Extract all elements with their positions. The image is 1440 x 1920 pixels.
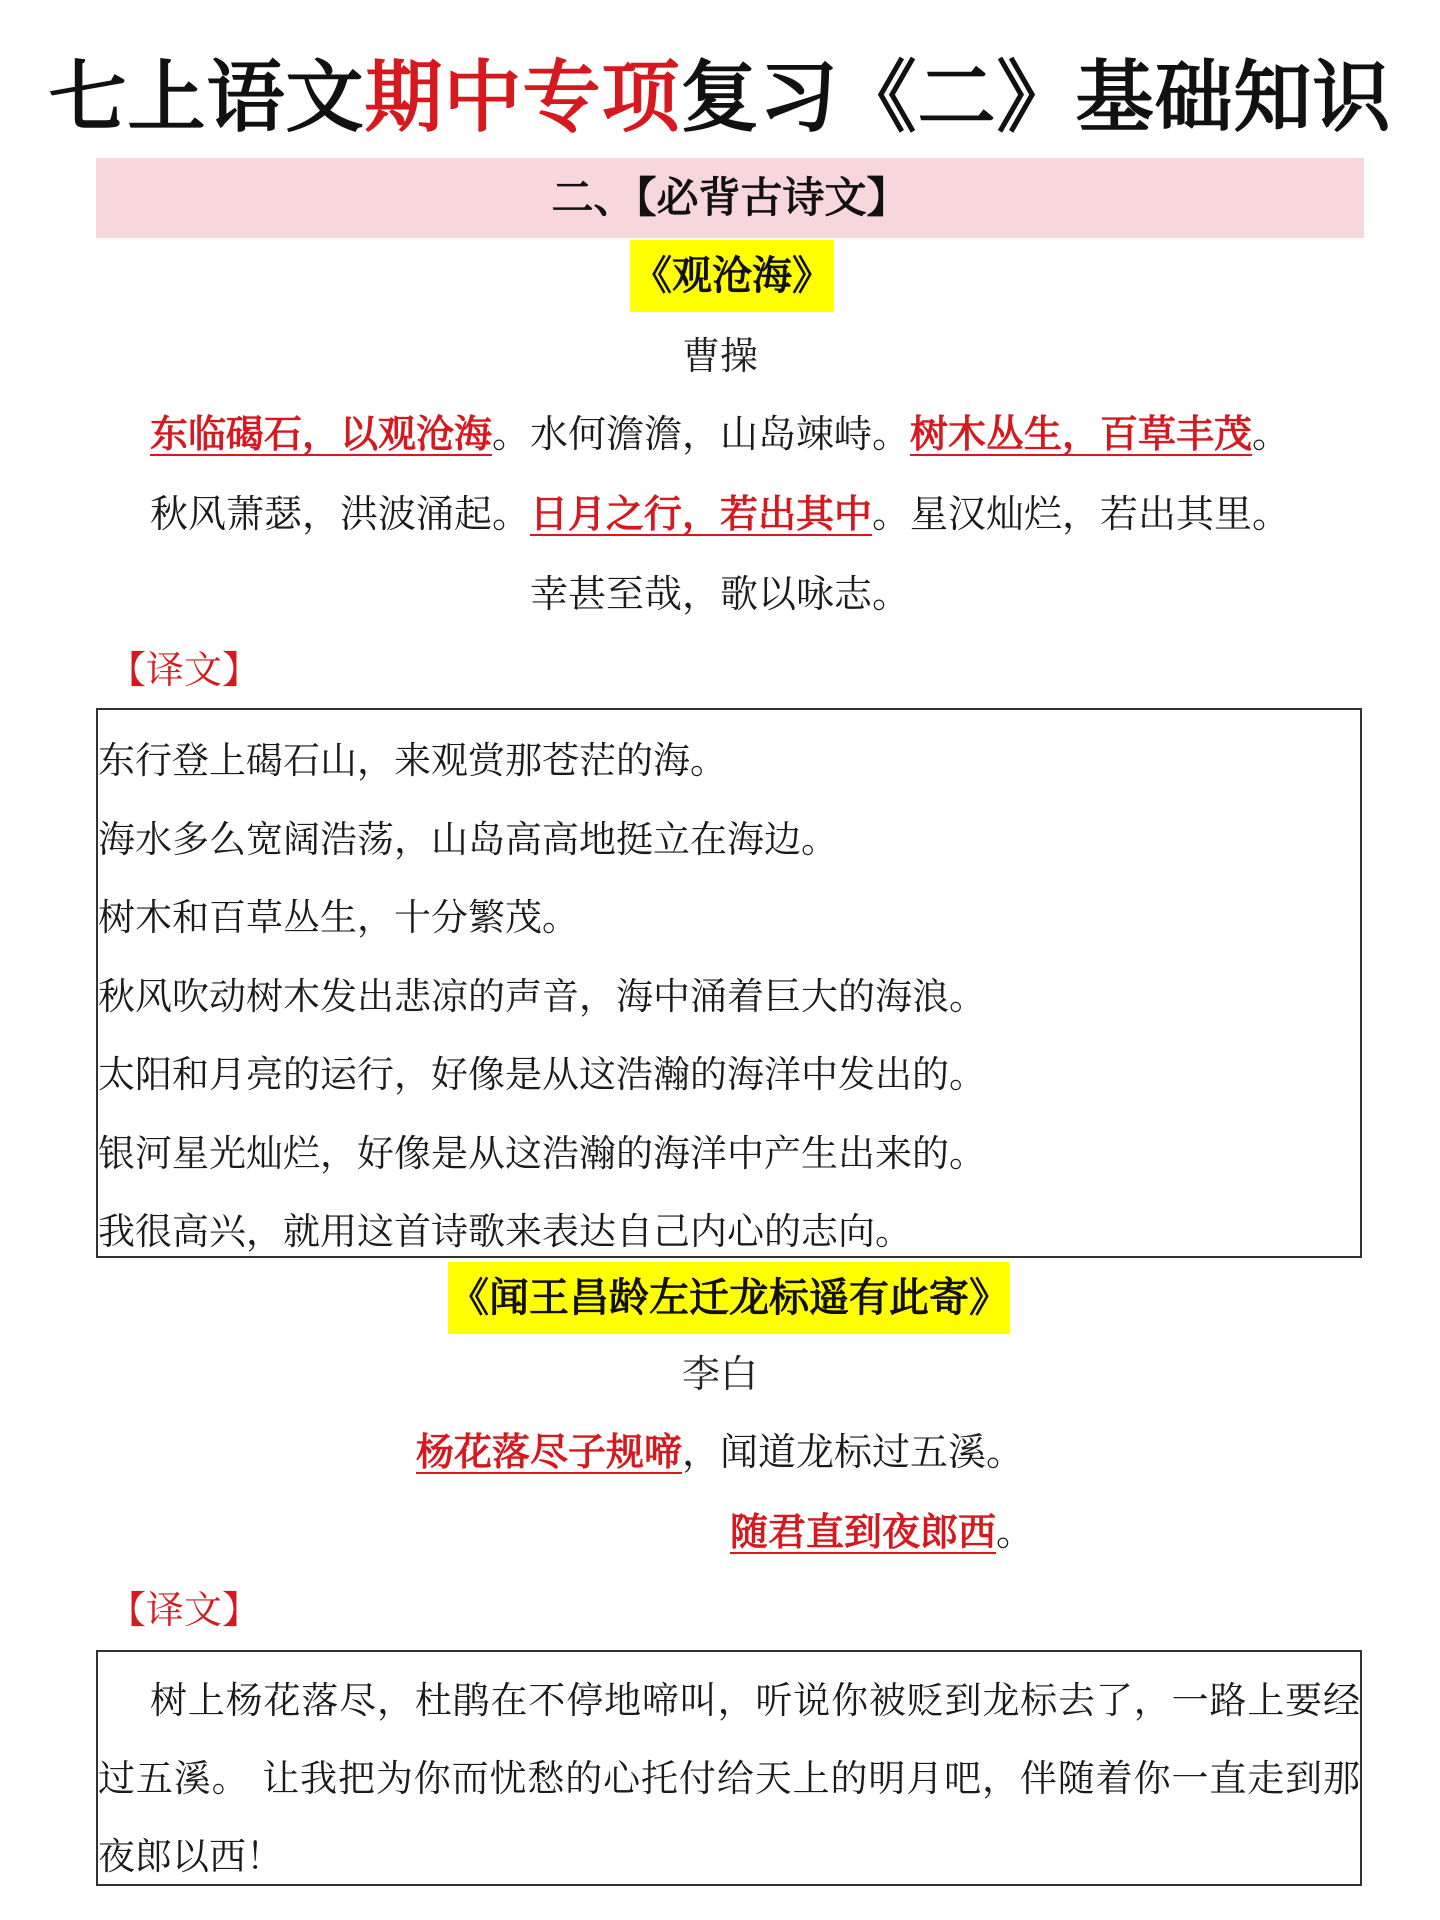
poem-author-caocao: 曹操 (681, 334, 758, 378)
page-title-part2: 期中专项 (364, 52, 681, 143)
verse-text: 。水何澹澹，山岛竦峙。 (491, 412, 910, 456)
verse-text: 秋风萧瑟，洪波涌起。 (149, 492, 530, 536)
highlight-verse: 日月之行，若出其中 (529, 492, 872, 536)
translation-line: 树木和百草丛生，十分繁茂。 (98, 896, 579, 939)
poem-author-libai: 李白 (681, 1352, 758, 1396)
verse-text: ，闻道龙标过五溪。 (682, 1430, 1025, 1474)
translation-paragraph: 树上杨花落尽，杜鹃在不停地啼叫，听说你被贬到龙标去了，一路上要经过五溪。 让我把为你而忧愁的心托付给天上的明月吧，伴随着你一直走到那夜郎以西！ (98, 1679, 1360, 1878)
translation-line: 银河星光灿烂，好像是从这浩瀚的海洋中产生出来的。 (98, 1131, 986, 1175)
verse-text: 。 (996, 1510, 1035, 1554)
poem1-verse-line-3: 幸甚至哉，歌以咏志。 (529, 572, 910, 616)
page-title (0, 48, 1440, 148)
highlight-verse: 杨花落尽子规啼 (415, 1430, 682, 1474)
poem1-verse-line-2 (0, 484, 1440, 544)
translation-line: 我很高兴，就用这首诗歌来表达自己内心的志向。 (98, 1210, 912, 1253)
verse-text: 。 (1252, 412, 1291, 456)
highlight-verse: 随君直到夜郎西 (730, 1510, 997, 1554)
poem1-verse-line-1 (0, 404, 1440, 464)
translation-box-poem1 (96, 708, 1362, 1258)
translation-label: 【译文】 (108, 648, 261, 692)
poem-title-wenwangchangling: 《闻王昌龄左迁龙标遥有此寄》 (448, 1262, 1010, 1334)
page-title-part1: 七上语文 (48, 52, 365, 143)
poem2-verse-line-2 (730, 1502, 1034, 1562)
section-banner: 二、【必背古诗文】 (96, 158, 1364, 238)
translation-line: 太阳和月亮的运行，好像是从这浩瀚的海洋中发出的。 (98, 1053, 986, 1096)
highlight-verse: 树木丛生，百草丰茂 (910, 412, 1253, 456)
translation-label: 【译文】 (108, 1588, 261, 1632)
verse-text: 。星汉灿烂，若出其里。 (872, 492, 1291, 536)
translation-box-poem2 (96, 1650, 1362, 1886)
translation-line: 海水多么宽阔浩荡，山岛高高地挺立在海边。 (98, 817, 838, 861)
page-title-part3: 复习《二》基础知识 (680, 52, 1392, 143)
translation-line: 东行登上碣石山，来观赏那苍茫的海。 (98, 739, 727, 782)
poem2-verse-line-1 (0, 1422, 1440, 1482)
translation-line: 秋风吹动树木发出悲凉的声音，海中涌着巨大的海浪。 (98, 974, 986, 1018)
highlight-verse: 东临碣石，以观沧海 (149, 412, 492, 456)
poem-title-guancanghai: 《观沧海》 (630, 240, 834, 312)
